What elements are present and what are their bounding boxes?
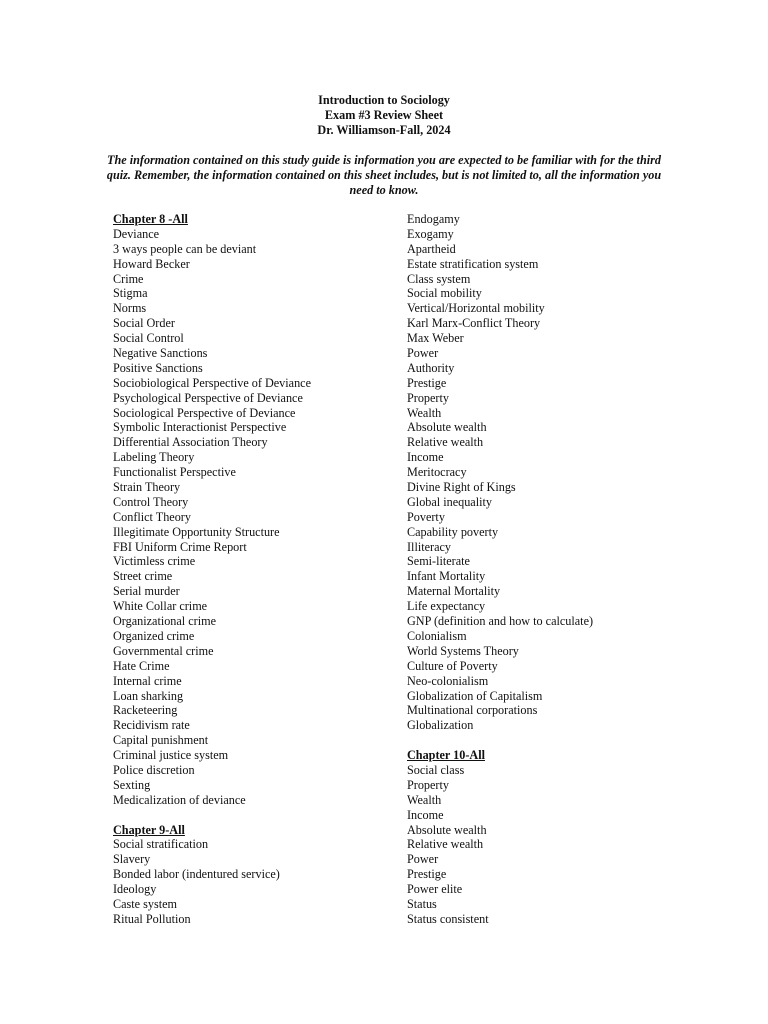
term-item: Social mobility: [407, 286, 482, 301]
chapter-heading: Chapter 9-All: [113, 822, 185, 837]
term-item: Wealth: [407, 792, 442, 807]
course-title: Introduction to Sociology: [318, 93, 450, 107]
term-item: FBI Uniform Crime Report: [113, 539, 247, 554]
term-item: Slavery: [113, 852, 151, 867]
term-item: Neo-colonialism: [407, 673, 489, 688]
term-item: Hate Crime: [113, 658, 170, 673]
term-item: Ideology: [113, 882, 157, 897]
term-item: Capital punishment: [113, 733, 209, 748]
term-item: Illiteracy: [407, 539, 451, 554]
term-item: White Collar crime: [113, 599, 208, 614]
term-item: Semi-literate: [407, 554, 470, 569]
term-item: Police discretion: [113, 762, 195, 777]
term-item: Infant Mortality: [407, 569, 486, 584]
term-item: Organized crime: [113, 628, 195, 643]
term-item: Criminal justice system: [113, 748, 229, 763]
term-item: Life expectancy: [407, 599, 486, 614]
term-item: Positive Sanctions: [113, 360, 203, 375]
term-item: Sociobiological Perspective of Deviance: [113, 375, 311, 390]
term-item: Absolute wealth: [407, 420, 487, 435]
term-item: Authority: [407, 360, 455, 375]
term-item: Divine Right of Kings: [407, 480, 516, 495]
term-item: 3 ways people can be deviant: [113, 241, 257, 256]
term-item: GNP (definition and how to calculate): [407, 614, 594, 629]
term-item: Capability poverty: [407, 524, 499, 539]
chapter-heading: Chapter 10-All: [407, 748, 485, 763]
term-item: Labeling Theory: [113, 450, 195, 465]
term-item: Racketeering: [113, 703, 178, 718]
term-item: Estate stratification system: [407, 256, 539, 271]
term-item: Functionalist Perspective: [113, 465, 236, 480]
term-item: Global inequality: [407, 494, 492, 509]
term-item: Sexting: [113, 777, 151, 792]
sheet-title: Exam #3 Review Sheet: [324, 108, 444, 122]
term-item: Sociological Perspective of Deviance: [113, 405, 296, 420]
term-item: Income: [407, 450, 444, 465]
term-item: World Systems Theory: [407, 643, 519, 658]
term-item: Symbolic Interactionist Perspective: [113, 420, 287, 435]
instructor-line: Dr. Williamson-Fall, 2024: [317, 123, 451, 137]
intro-paragraph: The information contained on this study guide is information you are expected to be familiar with for the third quiz. Remember, the information contained on this sheet includes, but is not limited to, all the information you need to know.: [106, 153, 662, 197]
term-item: Meritocracy: [407, 465, 467, 480]
section-gap: [113, 808, 393, 823]
term-item: Power: [407, 346, 439, 361]
term-item: Conflict Theory: [113, 509, 191, 524]
term-item: Multinational corporations: [407, 703, 538, 718]
term-item: Strain Theory: [113, 480, 181, 495]
term-item: Loan sharking: [113, 688, 184, 703]
term-item: Howard Becker: [113, 256, 190, 271]
term-item: Culture of Poverty: [407, 658, 498, 673]
term-item: Poverty: [407, 509, 445, 524]
document-header: [0, 93, 768, 138]
term-item: Social stratification: [113, 837, 209, 852]
term-item: Relative wealth: [407, 837, 484, 852]
term-item: Apartheid: [407, 241, 456, 256]
term-item: Wealth: [407, 405, 442, 420]
term-item: Endogamy: [407, 212, 460, 226]
term-item: Deviance: [113, 226, 160, 241]
term-item: Internal crime: [113, 673, 182, 688]
term-item: Income: [407, 807, 444, 822]
term-item: Power elite: [407, 882, 463, 897]
term-item: Prestige: [407, 375, 447, 390]
term-item: Property: [407, 390, 449, 405]
term-item: Globalization of Capitalism: [407, 688, 543, 703]
term-item: Psychological Perspective of Deviance: [113, 390, 303, 405]
term-item: Karl Marx-Conflict Theory: [407, 316, 541, 331]
term-item: Norms: [113, 301, 147, 316]
right-column: [407, 212, 707, 927]
term-item: Social Control: [113, 331, 184, 346]
term-item: Crime: [113, 271, 144, 286]
chapter-heading: Chapter 8 -All: [113, 212, 188, 226]
term-item: Street crime: [113, 569, 173, 584]
left-column: [113, 212, 393, 927]
term-item: Recidivism rate: [113, 718, 190, 733]
term-item: Stigma: [113, 286, 148, 301]
term-item: Power: [407, 852, 439, 867]
section-gap: [407, 733, 707, 748]
term-item: Negative Sanctions: [113, 346, 208, 361]
term-item: Status: [407, 896, 437, 911]
term-item: Prestige: [407, 867, 447, 882]
term-item: Vertical/Horizontal mobility: [407, 301, 545, 316]
term-item: Maternal Mortality: [407, 584, 501, 599]
term-item: Illegitimate Opportunity Structure: [113, 524, 280, 539]
term-item: Relative wealth: [407, 435, 484, 450]
term-item: Serial murder: [113, 584, 180, 599]
term-item: Colonialism: [407, 628, 467, 643]
term-item: Class system: [407, 271, 471, 286]
term-item: Control Theory: [113, 494, 189, 509]
term-item: Globalization: [407, 718, 474, 733]
term-item: Organizational crime: [113, 614, 216, 629]
term-item: Bonded labor (indentured service): [113, 867, 280, 882]
term-item: Medicalization of deviance: [113, 792, 246, 807]
term-item: Property: [407, 777, 449, 792]
term-item: Absolute wealth: [407, 822, 487, 837]
term-item: Governmental crime: [113, 643, 214, 658]
term-item: Exogamy: [407, 226, 454, 241]
term-item: Max Weber: [407, 331, 464, 346]
term-item: Social Order: [113, 316, 175, 331]
term-item: Ritual Pollution: [113, 911, 191, 926]
term-item: Differential Association Theory: [113, 435, 268, 450]
term-item: Victimless crime: [113, 554, 196, 569]
term-item: Caste system: [113, 896, 177, 911]
term-item: Social class: [407, 762, 465, 777]
term-item: Status consistent: [407, 911, 489, 926]
